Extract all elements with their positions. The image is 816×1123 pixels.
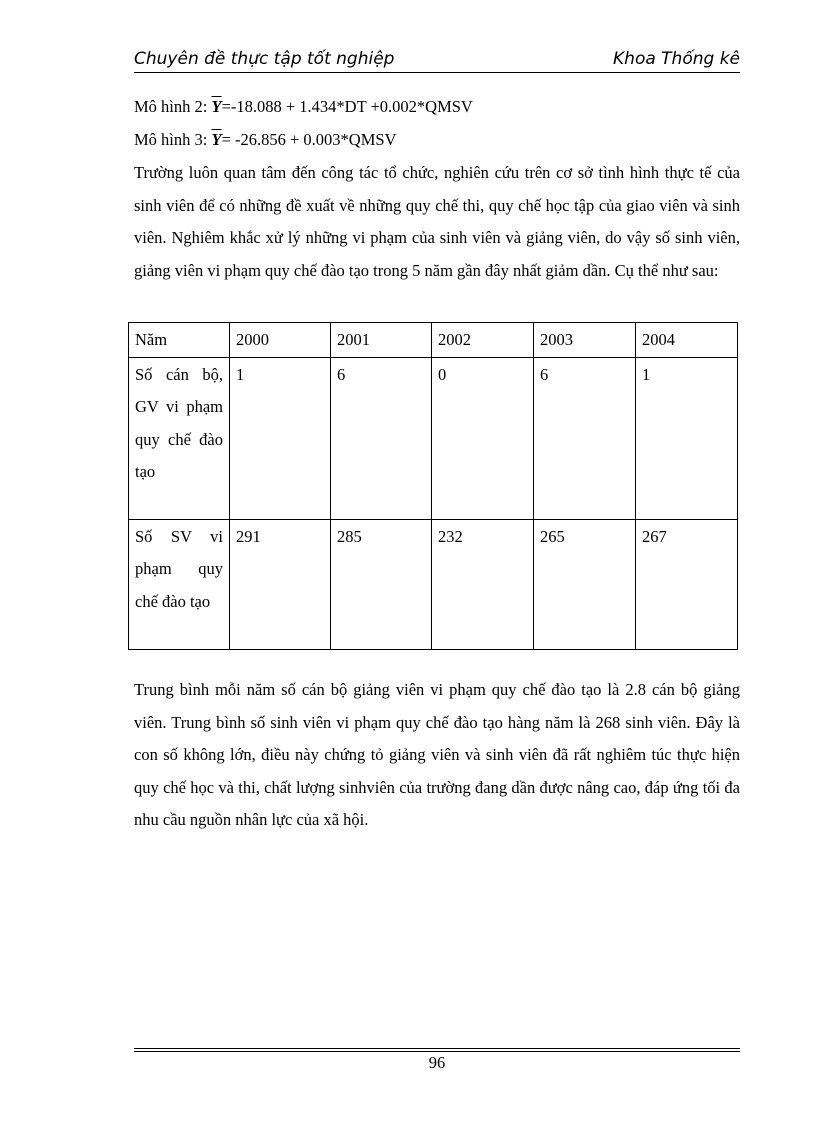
header-cell: 2004 bbox=[636, 323, 738, 358]
summary-paragraph: Trung bình mỗi năm số cán bộ giảng viên vi phạm quy chế đào tạo là 2.8 cán bộ giảng viên. Trung bình số sinh viên vi phạm quy chế đào tạo hàng năm là 268 sinh viên. Đây là con số không lớn, điều này chứng tỏ giảng viên và sinh viên đã rất nghiêm túc thực hiện quy chế học và thi, chất lượng sinhviên của trường đang dần được nâng cao, đáp ứng tối đa nhu cầu nguồn nhân lực của xã hội. bbox=[134, 680, 740, 829]
table-cell: 1 bbox=[636, 357, 738, 519]
footer-rule-top bbox=[134, 1048, 740, 1049]
table-row bbox=[129, 357, 738, 519]
header-right-title: Khoa Thống kê bbox=[613, 49, 740, 69]
formula-expression: = -26.856 + 0.003*QMSV bbox=[221, 130, 397, 149]
row-label: Số cán bộ, GV vi phạm quy chế đào tạo bbox=[129, 357, 230, 519]
header-cell: Năm bbox=[129, 323, 230, 358]
table-cell: 6 bbox=[534, 357, 636, 519]
formula-model-3 bbox=[134, 130, 396, 150]
header-cell: 2000 bbox=[230, 323, 331, 358]
table-cell: 232 bbox=[432, 519, 534, 649]
formula-model-2 bbox=[134, 97, 473, 117]
row-label: Số SV vi phạm quy chế đào tạo bbox=[129, 519, 230, 649]
table-cell: 267 bbox=[636, 519, 738, 649]
y-bar-symbol: $\overline{Y}$ bbox=[211, 97, 222, 116]
intro-paragraph: Trường luôn quan tâm đến công tác tổ chức, nghiên cứu trên cơ sở tình hình thực tế của sinh viên để có những đề xuất về những quy chế thi, quy chế học tập của giao viên và sinh viên. Nghiêm khắc xử lý những vi phạm của sinh viên và giảng viên, do vậy số sinh viên, giảng viên vi phạm quy chế đào tạo trong 5 năm gần đây nhất giảm dần. Cụ thể như sau: bbox=[134, 163, 740, 280]
table-cell: 6 bbox=[331, 357, 432, 519]
header-cell: 2003 bbox=[534, 323, 636, 358]
formula-label: Mô hình 2: bbox=[134, 97, 212, 116]
page-number: 96 bbox=[428, 1053, 446, 1072]
table-cell: 291 bbox=[230, 519, 331, 649]
table-cell: 285 bbox=[331, 519, 432, 649]
table-row bbox=[129, 519, 738, 649]
formula-label: Mô hình 3: bbox=[134, 130, 212, 149]
violations-table bbox=[128, 322, 738, 650]
formula-expression: =-18.088 + 1.434*DT +0.002*QMSV bbox=[221, 97, 473, 116]
table-cell: 265 bbox=[534, 519, 636, 649]
header-left-title: Chuyên đề thực tập tốt nghiệp bbox=[134, 49, 395, 69]
page-header bbox=[134, 48, 740, 73]
table-cell: 1 bbox=[230, 357, 331, 519]
table-cell: 0 bbox=[432, 357, 534, 519]
header-cell: 2002 bbox=[432, 323, 534, 358]
table-header-row bbox=[129, 323, 738, 358]
header-cell: 2001 bbox=[331, 323, 432, 358]
y-bar-symbol: $\overline{Y}$ bbox=[211, 130, 222, 149]
footer-rule-bottom bbox=[134, 1051, 740, 1052]
